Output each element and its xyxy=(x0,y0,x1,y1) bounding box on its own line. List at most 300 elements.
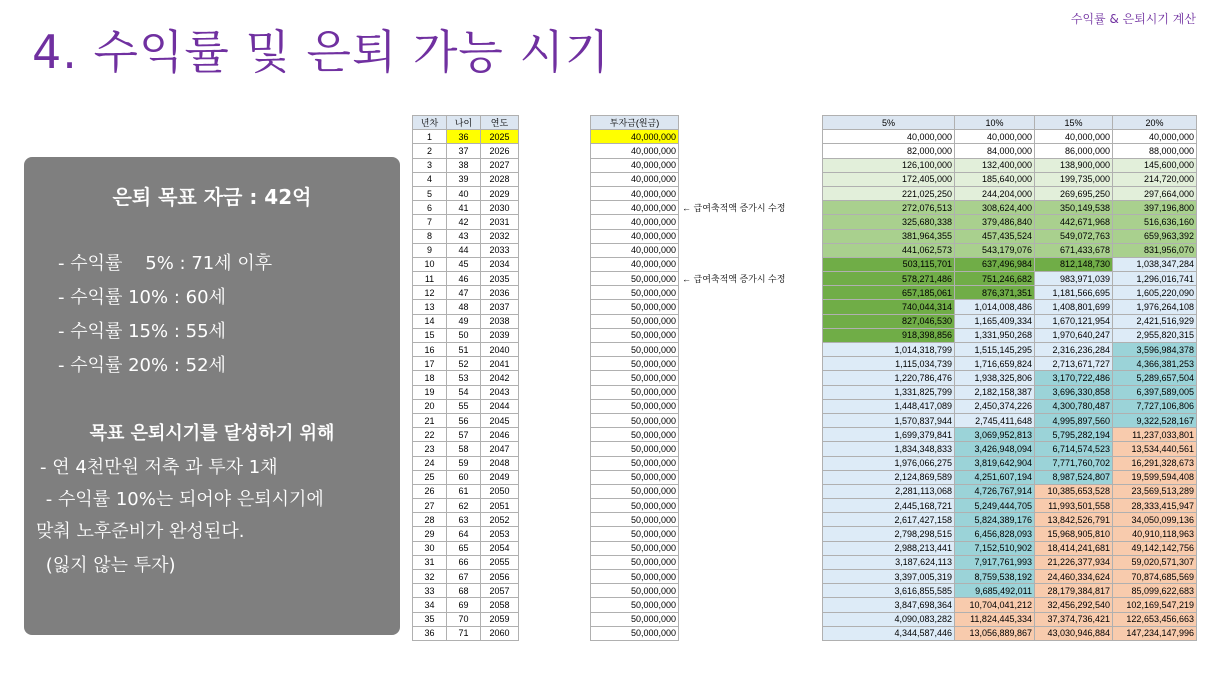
table-row xyxy=(591,130,679,144)
table-cell: 50,000,000 xyxy=(591,456,679,470)
table-cell: 2055 xyxy=(481,555,519,569)
table-cell: 23 xyxy=(413,442,447,456)
table-cell: 10,704,041,212 xyxy=(955,598,1035,612)
table-cell: 2,445,168,721 xyxy=(823,499,955,513)
table-cell: 671,433,678 xyxy=(1035,243,1113,257)
table-cell: 4,344,587,446 xyxy=(823,626,955,640)
table-cell: 2038 xyxy=(481,314,519,328)
table-cell: 126,100,000 xyxy=(823,158,955,172)
table-cell: 1,670,121,954 xyxy=(1035,314,1113,328)
table-cell: 5,824,389,176 xyxy=(955,513,1035,527)
table-cell: 2,450,374,226 xyxy=(955,399,1035,413)
table-cell: 2053 xyxy=(481,527,519,541)
table-cell: 2027 xyxy=(481,158,519,172)
table-row xyxy=(413,300,519,314)
table-cell: 1,970,640,247 xyxy=(1035,328,1113,342)
table-cell: 2,316,236,284 xyxy=(1035,343,1113,357)
table-row xyxy=(591,484,679,498)
table-cell: 2045 xyxy=(481,413,519,427)
table-cell: 50,000,000 xyxy=(591,413,679,427)
table-row xyxy=(823,626,1197,640)
table-cell: 63 xyxy=(447,513,481,527)
table-row xyxy=(591,172,679,186)
table-cell: 503,115,701 xyxy=(823,257,955,271)
table-cell: 2028 xyxy=(481,172,519,186)
table-cell: 831,956,070 xyxy=(1113,243,1197,257)
table-row xyxy=(413,555,519,569)
table-cell: 516,636,160 xyxy=(1113,215,1197,229)
table-cell: 1,038,347,284 xyxy=(1113,257,1197,271)
table-cell: 1,605,220,090 xyxy=(1113,286,1197,300)
table-row xyxy=(413,172,519,186)
table-cell: 50,000,000 xyxy=(591,371,679,385)
table-row xyxy=(591,286,679,300)
table-cell: 4,726,767,914 xyxy=(955,484,1035,498)
table-cell: 88,000,000 xyxy=(1113,144,1197,158)
table-cell: 24,460,334,624 xyxy=(1035,570,1113,584)
table-cell: 67 xyxy=(447,570,481,584)
column-header: 나이 xyxy=(447,116,481,130)
table-row xyxy=(413,499,519,513)
table-cell: 2037 xyxy=(481,300,519,314)
table-cell: 457,435,524 xyxy=(955,229,1035,243)
table-cell: 4,995,897,560 xyxy=(1035,413,1113,427)
table-cell: 9 xyxy=(413,243,447,257)
table-cell: 441,062,573 xyxy=(823,243,955,257)
year-age-table xyxy=(412,115,519,641)
table-cell: 40,000,000 xyxy=(591,144,679,158)
table-row xyxy=(413,413,519,427)
table-cell: 18,414,241,681 xyxy=(1035,541,1113,555)
return-rate-table xyxy=(822,115,1197,641)
table-cell: 7,152,510,902 xyxy=(955,541,1035,555)
table-row xyxy=(591,357,679,371)
table-cell: 40 xyxy=(447,186,481,200)
table-cell: 350,149,538 xyxy=(1035,201,1113,215)
table-cell: 55 xyxy=(447,399,481,413)
table-row xyxy=(823,442,1197,456)
table-row xyxy=(591,555,679,569)
table-cell: 13,842,526,791 xyxy=(1035,513,1113,527)
invest-header: 투자금(원금) xyxy=(591,116,679,130)
table-cell: 1,331,950,268 xyxy=(955,328,1035,342)
table-cell: 40,000,000 xyxy=(823,130,955,144)
table-cell: 70,874,685,569 xyxy=(1113,570,1197,584)
table-cell: 50,000,000 xyxy=(591,555,679,569)
table-cell: 44 xyxy=(447,243,481,257)
table-row xyxy=(413,584,519,598)
table-cell: 1 xyxy=(413,130,447,144)
table-row xyxy=(591,371,679,385)
table-cell: 3 xyxy=(413,158,447,172)
table-cell: 50 xyxy=(447,328,481,342)
table-row xyxy=(591,257,679,271)
table-cell: 13,056,889,867 xyxy=(955,626,1035,640)
table-cell: 37,374,736,421 xyxy=(1035,612,1113,626)
table-row xyxy=(823,272,1197,286)
table-row xyxy=(591,272,679,286)
table-row xyxy=(591,499,679,513)
table-row xyxy=(823,314,1197,328)
table-cell: 56 xyxy=(447,413,481,427)
table-cell: 40,000,000 xyxy=(1035,130,1113,144)
table-cell: 8 xyxy=(413,229,447,243)
table-cell: 40,000,000 xyxy=(591,257,679,271)
table-cell: 50,000,000 xyxy=(591,626,679,640)
table-cell: 28,179,384,817 xyxy=(1035,584,1113,598)
table-cell: 2060 xyxy=(481,626,519,640)
column-header: 년차 xyxy=(413,116,447,130)
table-cell: 122,653,456,663 xyxy=(1113,612,1197,626)
table-cell: 50,000,000 xyxy=(591,513,679,527)
table-row xyxy=(823,513,1197,527)
table-row xyxy=(823,328,1197,342)
table-row xyxy=(413,513,519,527)
table-cell: 39 xyxy=(447,172,481,186)
table-cell: 2041 xyxy=(481,357,519,371)
table-cell: 740,044,314 xyxy=(823,300,955,314)
table-cell: 2032 xyxy=(481,229,519,243)
column-header: 15% xyxy=(1035,116,1113,130)
table-cell: 145,600,000 xyxy=(1113,158,1197,172)
table-cell: 1,716,659,824 xyxy=(955,357,1035,371)
table-cell: 15,968,905,810 xyxy=(1035,527,1113,541)
table-row xyxy=(591,201,679,215)
table-cell: 397,196,800 xyxy=(1113,201,1197,215)
table-cell: 2042 xyxy=(481,371,519,385)
table-cell: 379,486,840 xyxy=(955,215,1035,229)
table-cell: 102,169,547,219 xyxy=(1113,598,1197,612)
table-cell: 19,599,594,408 xyxy=(1113,470,1197,484)
table-cell: 1,165,409,334 xyxy=(955,314,1035,328)
table-row xyxy=(413,314,519,328)
table-row xyxy=(413,612,519,626)
table-row xyxy=(823,144,1197,158)
table-cell: 2043 xyxy=(481,385,519,399)
table-row xyxy=(823,399,1197,413)
table-row xyxy=(413,442,519,456)
table-cell: 1,408,801,699 xyxy=(1035,300,1113,314)
table-row xyxy=(823,371,1197,385)
table-cell: 28 xyxy=(413,513,447,527)
table-row xyxy=(413,243,519,257)
table-row xyxy=(413,201,519,215)
table-cell: 64 xyxy=(447,527,481,541)
table-cell: 50,000,000 xyxy=(591,399,679,413)
panel-line: - 연 4천만원 저축 과 투자 1채 xyxy=(40,457,278,478)
table-cell: 2,421,516,929 xyxy=(1113,314,1197,328)
table-row xyxy=(413,257,519,271)
table-row xyxy=(413,385,519,399)
panel-line: 맞춰 노후준비가 완성된다. xyxy=(36,521,245,542)
table-cell: 2052 xyxy=(481,513,519,527)
table-cell: 381,964,355 xyxy=(823,229,955,243)
table-cell: 21,226,377,934 xyxy=(1035,555,1113,569)
panel-line: (잃지 않는 투자) xyxy=(40,555,176,576)
table-cell: 27 xyxy=(413,499,447,513)
sub-heading: 목표 은퇴시기를 달성하기 위해 xyxy=(89,423,335,444)
table-row xyxy=(823,229,1197,243)
table-cell: 50,000,000 xyxy=(591,300,679,314)
table-row xyxy=(413,272,519,286)
table-cell: 50,000,000 xyxy=(591,442,679,456)
table-cell: 549,072,763 xyxy=(1035,229,1113,243)
table-row xyxy=(413,598,519,612)
table-cell: 53 xyxy=(447,371,481,385)
table-cell: 2039 xyxy=(481,328,519,342)
table-cell: 1,331,825,799 xyxy=(823,385,955,399)
table-cell: 45 xyxy=(447,257,481,271)
table-cell: 35 xyxy=(413,612,447,626)
table-cell: 3,596,984,378 xyxy=(1113,343,1197,357)
table-cell: 50,000,000 xyxy=(591,385,679,399)
table-cell: 812,148,730 xyxy=(1035,257,1113,271)
table-cell: 43,030,946,884 xyxy=(1035,626,1113,640)
table-row xyxy=(413,186,519,200)
table-cell: 50,000,000 xyxy=(591,499,679,513)
table-cell: 1,976,066,275 xyxy=(823,456,955,470)
table-cell: 2050 xyxy=(481,484,519,498)
table-cell: 16,291,328,673 xyxy=(1113,456,1197,470)
table-cell: 1,699,379,841 xyxy=(823,428,955,442)
table-cell: 32 xyxy=(413,570,447,584)
table-cell: 31 xyxy=(413,555,447,569)
column-header: 20% xyxy=(1113,116,1197,130)
table-cell: 19 xyxy=(413,385,447,399)
table-cell: 11,993,501,558 xyxy=(1035,499,1113,513)
table-cell: 2,281,113,068 xyxy=(823,484,955,498)
table-row xyxy=(413,570,519,584)
table-row xyxy=(413,456,519,470)
table-cell: 50,000,000 xyxy=(591,428,679,442)
table-row xyxy=(591,584,679,598)
table-cell: 269,695,250 xyxy=(1035,186,1113,200)
table-row xyxy=(591,215,679,229)
table-cell: 40,000,000 xyxy=(1113,130,1197,144)
table-cell: 214,720,000 xyxy=(1113,172,1197,186)
table-row xyxy=(591,598,679,612)
table-cell: 2056 xyxy=(481,570,519,584)
table-cell: 325,680,338 xyxy=(823,215,955,229)
table-cell: 48 xyxy=(447,300,481,314)
table-cell: 40,000,000 xyxy=(591,201,679,215)
table-row xyxy=(413,541,519,555)
table-cell: 59 xyxy=(447,456,481,470)
table-cell: 50,000,000 xyxy=(591,570,679,584)
table-cell: 43 xyxy=(447,229,481,243)
table-cell: 21 xyxy=(413,413,447,427)
table-cell: 37 xyxy=(447,144,481,158)
table-cell: 543,179,076 xyxy=(955,243,1035,257)
table-row xyxy=(591,470,679,484)
table-row xyxy=(591,413,679,427)
table-cell: 2047 xyxy=(481,442,519,456)
table-cell: 1,938,325,806 xyxy=(955,371,1035,385)
table-cell: 50,000,000 xyxy=(591,343,679,357)
table-cell: 3,616,855,585 xyxy=(823,584,955,598)
table-row xyxy=(823,527,1197,541)
table-cell: 1,834,348,833 xyxy=(823,442,955,456)
table-cell: 11,237,033,801 xyxy=(1113,428,1197,442)
table-cell: 4,300,780,487 xyxy=(1035,399,1113,413)
table-row xyxy=(413,158,519,172)
table-cell: 70 xyxy=(447,612,481,626)
table-cell: 2029 xyxy=(481,186,519,200)
page-title: 4. 수익률 및 은퇴 가능 시기 xyxy=(32,25,611,79)
table-cell: 2046 xyxy=(481,428,519,442)
table-cell: 20 xyxy=(413,399,447,413)
table-cell: 1,220,786,476 xyxy=(823,371,955,385)
table-cell: 244,204,000 xyxy=(955,186,1035,200)
table-cell: 2,182,158,387 xyxy=(955,385,1035,399)
table-cell: 50,000,000 xyxy=(591,612,679,626)
table-row xyxy=(823,385,1197,399)
table-cell: 2059 xyxy=(481,612,519,626)
table-row xyxy=(591,158,679,172)
table-cell: 47 xyxy=(447,286,481,300)
table-cell: 18 xyxy=(413,371,447,385)
table-cell: 2030 xyxy=(481,201,519,215)
table-cell: 10,385,653,528 xyxy=(1035,484,1113,498)
table-cell: 71 xyxy=(447,626,481,640)
table-row xyxy=(413,328,519,342)
table-cell: 199,735,000 xyxy=(1035,172,1113,186)
top-label: 수익률 & 은퇴시기 계산 xyxy=(1070,12,1196,26)
table-row xyxy=(823,286,1197,300)
table-cell: 60 xyxy=(447,470,481,484)
table-cell: 3,187,624,113 xyxy=(823,555,955,569)
table-row xyxy=(823,158,1197,172)
table-cell: 23,569,513,289 xyxy=(1113,484,1197,498)
table-cell: 2049 xyxy=(481,470,519,484)
table-cell: 57 xyxy=(447,428,481,442)
table-cell: 24 xyxy=(413,456,447,470)
table-cell: 13,534,440,561 xyxy=(1113,442,1197,456)
table-cell: 1,570,837,944 xyxy=(823,413,955,427)
table-cell: 9,322,528,167 xyxy=(1113,413,1197,427)
table-cell: 84,000,000 xyxy=(955,144,1035,158)
table-cell: 2026 xyxy=(481,144,519,158)
summary-panel xyxy=(24,157,400,635)
table-cell: 50,000,000 xyxy=(591,584,679,598)
rate-line: - 수익률 20% : 52세 xyxy=(58,355,226,376)
table-cell: 6,456,828,093 xyxy=(955,527,1035,541)
rate-line: - 수익률 5% : 71세 이후 xyxy=(58,253,273,274)
table-row xyxy=(823,201,1197,215)
table-cell: 69 xyxy=(447,598,481,612)
table-cell: 40,000,000 xyxy=(591,215,679,229)
table-cell: 7 xyxy=(413,215,447,229)
table-cell: 11,824,445,334 xyxy=(955,612,1035,626)
table-cell: 138,900,000 xyxy=(1035,158,1113,172)
table-cell: 40,000,000 xyxy=(955,130,1035,144)
table-row xyxy=(591,626,679,640)
table-cell: 14 xyxy=(413,314,447,328)
salary-note: ← 급여축적액 증가시 수정 xyxy=(682,274,786,284)
table-cell: 876,371,351 xyxy=(955,286,1035,300)
table-cell: 4,090,083,282 xyxy=(823,612,955,626)
table-cell: 58 xyxy=(447,442,481,456)
table-cell: 2,617,427,158 xyxy=(823,513,955,527)
table-cell: 32,456,292,540 xyxy=(1035,598,1113,612)
table-cell: 659,963,392 xyxy=(1113,229,1197,243)
table-cell: 132,400,000 xyxy=(955,158,1035,172)
table-cell: 52 xyxy=(447,357,481,371)
table-cell: 2,124,869,589 xyxy=(823,470,955,484)
table-cell: 62 xyxy=(447,499,481,513)
table-row xyxy=(823,215,1197,229)
table-row xyxy=(823,499,1197,513)
table-cell: 66 xyxy=(447,555,481,569)
table-cell: 637,496,984 xyxy=(955,257,1035,271)
table-cell: 2044 xyxy=(481,399,519,413)
table-cell: 34 xyxy=(413,598,447,612)
table-cell: 30 xyxy=(413,541,447,555)
table-row xyxy=(823,186,1197,200)
table-row xyxy=(413,626,519,640)
table-cell: 2031 xyxy=(481,215,519,229)
table-cell: 5,249,444,705 xyxy=(955,499,1035,513)
table-row xyxy=(591,399,679,413)
table-row xyxy=(413,527,519,541)
table-cell: 50,000,000 xyxy=(591,527,679,541)
table-cell: 578,271,486 xyxy=(823,272,955,286)
rate-line: - 수익률 10% : 60세 xyxy=(58,287,226,308)
table-row xyxy=(823,612,1197,626)
table-cell: 40,000,000 xyxy=(591,130,679,144)
table-cell: 2,713,671,727 xyxy=(1035,357,1113,371)
investment-table xyxy=(590,115,679,641)
table-row xyxy=(823,570,1197,584)
table-cell: 29 xyxy=(413,527,447,541)
rate-line: - 수익률 15% : 55세 xyxy=(58,321,226,342)
table-row xyxy=(413,371,519,385)
table-cell: 68 xyxy=(447,584,481,598)
table-row xyxy=(413,428,519,442)
table-cell: 6,397,589,005 xyxy=(1113,385,1197,399)
column-header: 5% xyxy=(823,116,955,130)
table-cell: 1,014,318,799 xyxy=(823,343,955,357)
table-cell: 2051 xyxy=(481,499,519,513)
table-row xyxy=(823,456,1197,470)
table-row xyxy=(413,343,519,357)
table-row xyxy=(823,584,1197,598)
table-row xyxy=(823,300,1197,314)
table-cell: 3,847,698,364 xyxy=(823,598,955,612)
table-cell: 657,185,061 xyxy=(823,286,955,300)
table-cell: 1,448,417,089 xyxy=(823,399,955,413)
table-cell: 38 xyxy=(447,158,481,172)
table-row xyxy=(823,428,1197,442)
table-cell: 46 xyxy=(447,272,481,286)
table-cell: 2,955,820,315 xyxy=(1113,328,1197,342)
table-cell: 7,771,760,702 xyxy=(1035,456,1113,470)
table-cell: 5,795,282,194 xyxy=(1035,428,1113,442)
table-row xyxy=(591,343,679,357)
table-cell: 12 xyxy=(413,286,447,300)
table-row xyxy=(823,257,1197,271)
table-cell: 2040 xyxy=(481,343,519,357)
table-row xyxy=(591,243,679,257)
table-cell: 918,398,856 xyxy=(823,328,955,342)
table-row xyxy=(591,570,679,584)
table-cell: 2058 xyxy=(481,598,519,612)
table-cell: 65 xyxy=(447,541,481,555)
table-cell: 49 xyxy=(447,314,481,328)
table-cell: 25 xyxy=(413,470,447,484)
salary-note: ← 급여축적액 증가시 수정 xyxy=(682,203,786,213)
table-cell: 2054 xyxy=(481,541,519,555)
